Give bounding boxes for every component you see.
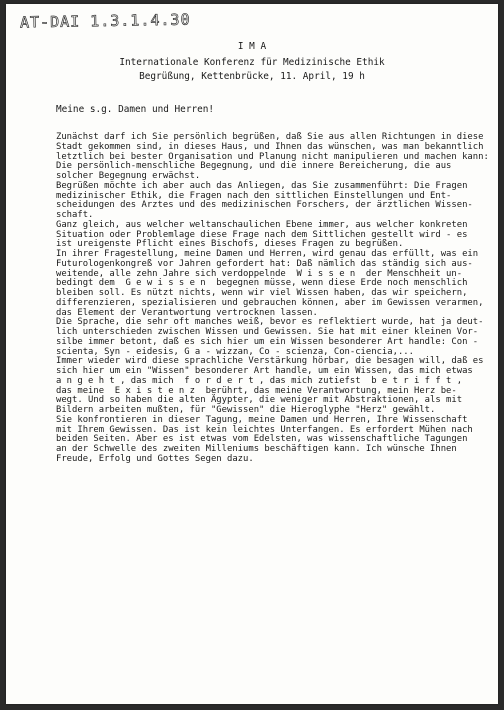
text-line: a n g e h t , das mich f o r d e r t , das mich zutiefst b e t r i f f t , <box>56 375 463 386</box>
text-line: mit Ihrem Gewissen. Das ist kein leichtes Unterfangen. Es erfordert Mühen nach <box>56 424 473 435</box>
text-line: bedingt dem G e w i s s e n begegnen müsse, wenn diese Erde noch menschlich <box>56 278 468 289</box>
conference-title: Internationale Konferenz für Medizinische Ethik <box>119 57 385 68</box>
text-line: weitende, alle zehn Jahre sich verdoppelnde W i s s e n der Menschheit un- <box>56 268 463 279</box>
text-line: Die persönlich-menschliche Begegnung, und die innere Bereicherung, die aus <box>56 161 452 172</box>
text-line: Begrüßen möchte ich aber auch das Anliegen, das Sie zusammenführt: Die Fragen <box>56 180 468 191</box>
text-line: silbe immer betont, daß es sich hier um ein Wissen besonderer Art handle: Con - <box>56 336 479 347</box>
text-line: Die Sprache, die sehr oft manches weiß, bevor es reflektiert wurde, hat ja deut- <box>56 317 484 328</box>
text-line: lich unterschieden zwischen Wissen und Gewissen. Sie hat mit einer kleinen Vor- <box>56 327 479 337</box>
text-line: Zunächst darf ich Sie persönlich begrüßen, daß Sie aus allen Richtungen in diese <box>56 132 484 142</box>
text-line: Immer wieder wird diese sprachliche Verstärkung hörbar, die besagen will, daß es <box>56 356 484 367</box>
text-line: scienta, Syn - eidesis, G a - wizzan, Co - scienza, Con-ciencia,... <box>56 346 414 357</box>
text-line: Futurologenkongreß vor Jahren gefordert hat: Daß nämlich das ständig sich aus- <box>56 258 473 269</box>
document-page <box>6 4 498 704</box>
text-line: wegt. Und so haben die alten Ägypter, die weniger mit Abstraktionen, als mit <box>56 395 463 406</box>
text-line: Situation oder Problemlage diese Frage nach dem Sittlichen gestellt wird - es <box>56 229 468 240</box>
text-line: das meine E x i s t e n z berührt, das meine Verantwortung, mein Herz be- <box>56 385 457 396</box>
salutation: Meine s.g. Damen und Herren! <box>56 104 215 115</box>
text-line: Sie konfrontieren in dieser Tagung, meine Damen und Herren, Ihre Wissenschaft <box>56 414 468 425</box>
text-line: scheidungen des Arztes und des medizinischen Forschers, der ärztlichen Wissen- <box>56 200 473 211</box>
text-line: sich hier um ein "Wissen" besonderer Art handle, um ein Wissen, das mich etwas <box>56 366 473 376</box>
text-line: bleiben soll. Es nützt nichts, wenn wir viel Wissen haben, das wir speichern, <box>56 288 468 298</box>
text-line: solcher Begegnung erwächst. <box>56 171 201 181</box>
text-line: an der Schwelle des zweiten Milleniums beschäftigen kann. Ich wünsche Ihnen <box>56 444 457 454</box>
text-line: Stadt gekommen sind, in dieses Haus, und Ihnen das wünschen, was man bekanntlich <box>56 141 484 152</box>
text-line: beiden Seiten. Aber es ist etwas vom Edelsten, was wissenschaftliche Tagungen <box>56 434 468 445</box>
text-line: In ihrer Fragestellung, meine Damen und Herren, wird genau das erfüllt, was ein <box>56 249 479 259</box>
text-line: medizinischer Ethik, die Fragen nach den sittlichen Einstellungen und Ent- <box>56 190 452 201</box>
text-line: letztlich bei bester Organisation und Planung nicht manipulieren und machen kann: <box>56 151 489 162</box>
text-line: schaft. <box>56 210 94 220</box>
text-line: Freude, Erfolg und Gottes Segen dazu. <box>56 453 254 464</box>
speech-body <box>56 132 489 465</box>
text-line: das Element der Verantwortung vertrocknen lassen. <box>56 307 318 318</box>
text-line: Ganz gleich, aus welcher weltanschaulichen Ebene immer, aus welcher konkreten <box>56 219 468 230</box>
text-line: differenzieren, spezialisieren und gebrauchen können, aber im Gewissen verarmen, <box>56 297 484 308</box>
organization-title: I M A <box>237 41 267 52</box>
text-line: ist ureigenste Pflicht eines Bischofs, dieses Fragen zu begrüßen. <box>56 239 404 250</box>
text-line: Bildern arbeiten mußten, für "Gewissen" die Hieroglyphe "Herz" gewählt. <box>56 405 436 415</box>
archive-stamp: AT-DAI 1.3.1.4.30 <box>19 10 191 32</box>
occasion-line: Begrüßung, Kettenbrücke, 11. April, 19 h <box>139 71 365 82</box>
